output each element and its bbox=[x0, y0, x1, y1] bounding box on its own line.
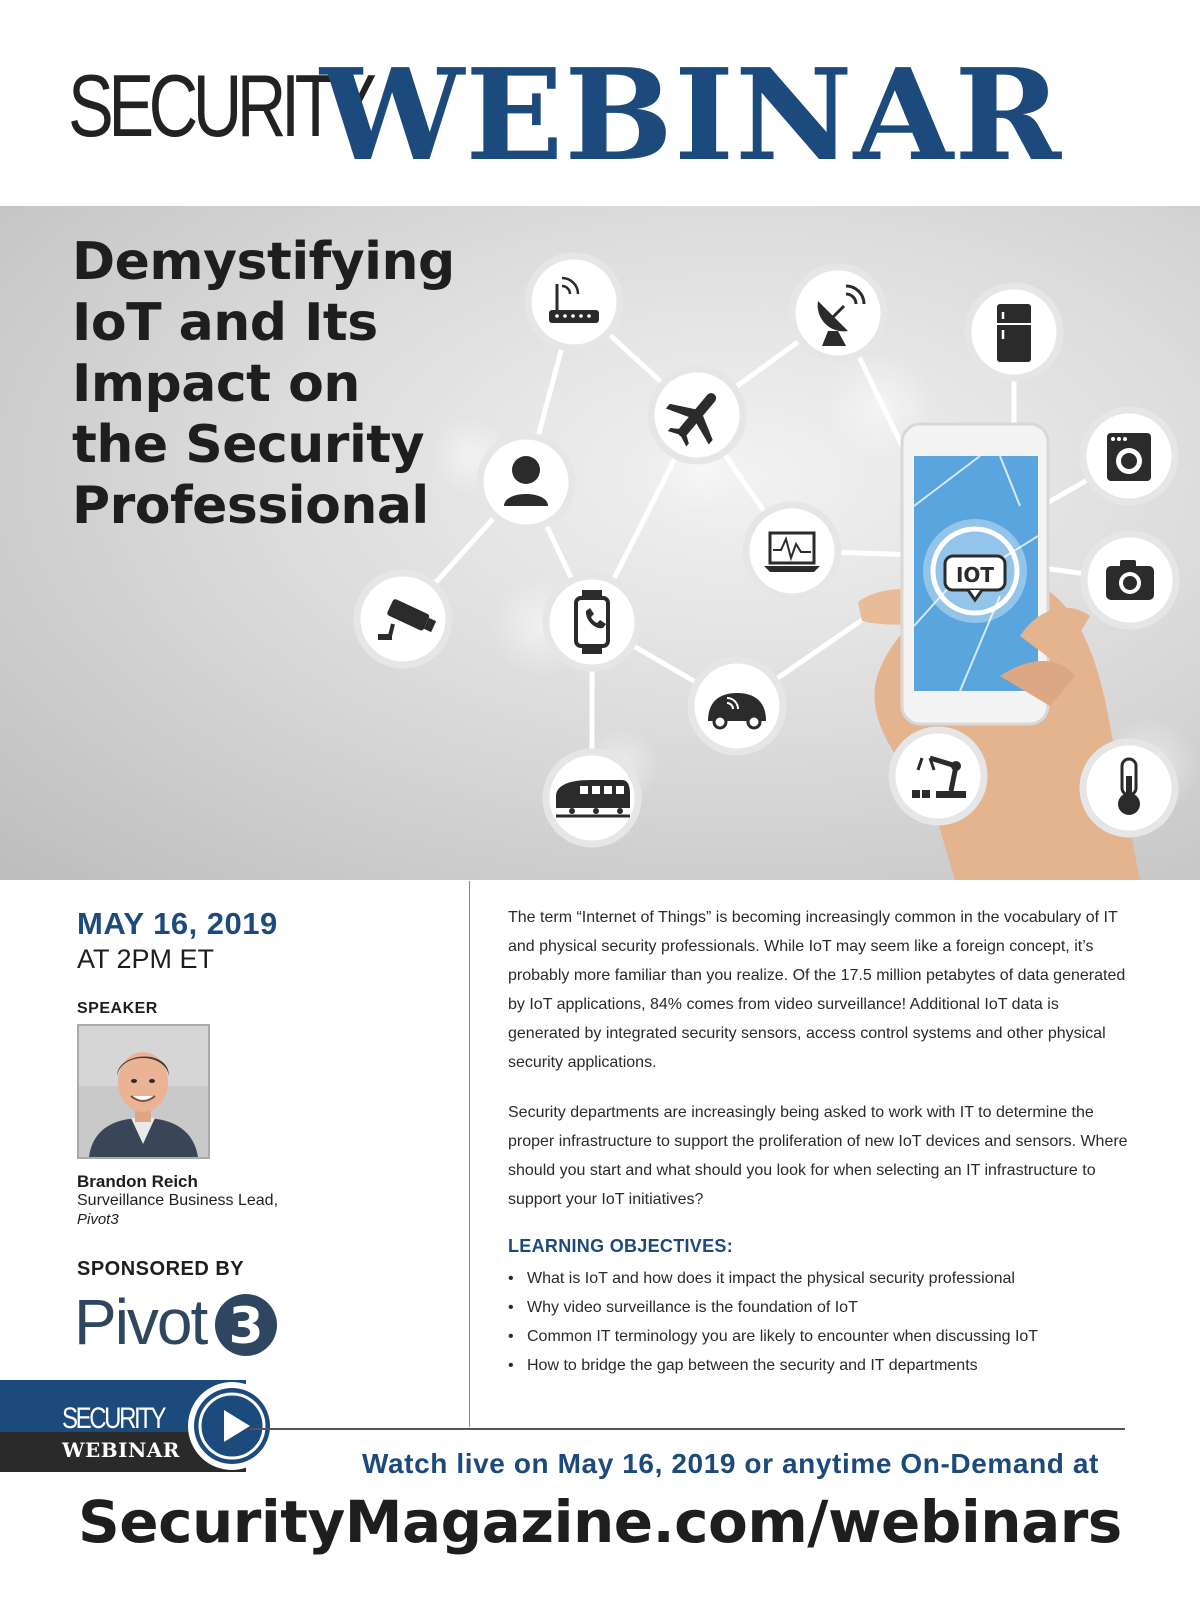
washing-machine-icon bbox=[1083, 410, 1175, 502]
iot-hub-node bbox=[923, 519, 1027, 623]
list-item: • How to bridge the gap between the security and IT departments bbox=[508, 1351, 1038, 1380]
router-icon bbox=[528, 256, 620, 348]
sponsor-logo bbox=[74, 1287, 284, 1357]
speaker-role: Surveillance Business Lead, bbox=[77, 1192, 279, 1209]
laptop-chart-icon bbox=[746, 505, 838, 597]
webinar-url-link[interactable]: SecurityMagazine.com/webinars bbox=[78, 1488, 1122, 1556]
speaker-company: Pivot3 bbox=[77, 1211, 119, 1228]
event-date: MAY 16, 2019 bbox=[77, 906, 278, 941]
speaker-label: SPEAKER bbox=[77, 1000, 158, 1017]
sponsor-logo-mark: 3 bbox=[228, 1297, 264, 1355]
title-line: the Security bbox=[72, 415, 425, 475]
masthead-title: WEBINAR bbox=[320, 41, 1063, 189]
thermometer-icon bbox=[1083, 742, 1175, 834]
masthead-brand: SECURITY bbox=[68, 56, 372, 155]
list-item: • Common IT terminology you are likely to encounter when discussing IoT bbox=[508, 1322, 1038, 1351]
description-paragraph: The term “Internet of Things” is becoming increasingly common in the vocabulary of IT and physical security professionals. While IoT may seem like a foreign concept, it’s probably more familiar than you realize. Of the 17.5 million petabytes of data generated by IoT applications, 84% comes from video surveillance! Additional IoT data is generated by integrated security sensors, access control systems and other physical security applications. bbox=[508, 909, 1126, 1071]
train-icon bbox=[546, 752, 638, 844]
list-item: • What is IoT and how does it impact the physical security professional bbox=[508, 1264, 1038, 1293]
watch-cta: Watch live on May 16, 2019 or anytime On-Demand at bbox=[362, 1448, 1099, 1479]
security-camera-icon bbox=[357, 573, 449, 665]
objectives-heading: LEARNING OBJECTIVES: bbox=[508, 1236, 734, 1256]
speaker-photo bbox=[77, 1024, 210, 1159]
title-line: Professional bbox=[72, 476, 429, 536]
smartwatch-icon bbox=[546, 576, 638, 668]
title-line: Demystifying bbox=[72, 232, 455, 292]
column-divider bbox=[469, 881, 470, 1427]
title-line: Impact on bbox=[72, 354, 360, 414]
sponsor-logo-word: Pivot bbox=[74, 1286, 207, 1358]
play-icon[interactable] bbox=[186, 1380, 278, 1472]
footer-rule bbox=[250, 1428, 1125, 1430]
fridge-icon bbox=[968, 286, 1060, 378]
camera-icon bbox=[1084, 534, 1176, 626]
hero-banner bbox=[0, 206, 1200, 880]
pivot3-mark-icon bbox=[210, 1293, 282, 1357]
airplane-icon bbox=[651, 369, 743, 461]
badge-title: WEBINAR bbox=[62, 1438, 180, 1462]
iot-label: IOT bbox=[955, 563, 995, 587]
webinar-badge bbox=[0, 1380, 280, 1476]
objectives-list bbox=[508, 1264, 1038, 1380]
list-item: • Why video surveillance is the foundation of IoT bbox=[508, 1293, 1038, 1322]
sponsored-label: SPONSORED BY bbox=[77, 1258, 245, 1280]
description-paragraph: Security departments are increasingly being asked to work with IT to determine the proper infrastructure to support the proliferation of new IoT devices and sensors. Where should you start and what should you look for when selecting an IT infrastructure to support your IoT initiatives? bbox=[508, 1104, 1128, 1208]
person-icon bbox=[480, 436, 572, 528]
masthead bbox=[0, 0, 1200, 206]
satellite-dish-icon bbox=[792, 267, 884, 359]
webinar-title bbox=[72, 232, 492, 537]
title-line: IoT and Its bbox=[72, 293, 378, 353]
robot-arm-icon bbox=[892, 730, 984, 822]
car-icon bbox=[691, 660, 783, 752]
speaker-name: Brandon Reich bbox=[77, 1172, 198, 1191]
badge-brand: SECURITY bbox=[62, 1402, 165, 1435]
event-time: AT 2PM ET bbox=[77, 944, 215, 974]
